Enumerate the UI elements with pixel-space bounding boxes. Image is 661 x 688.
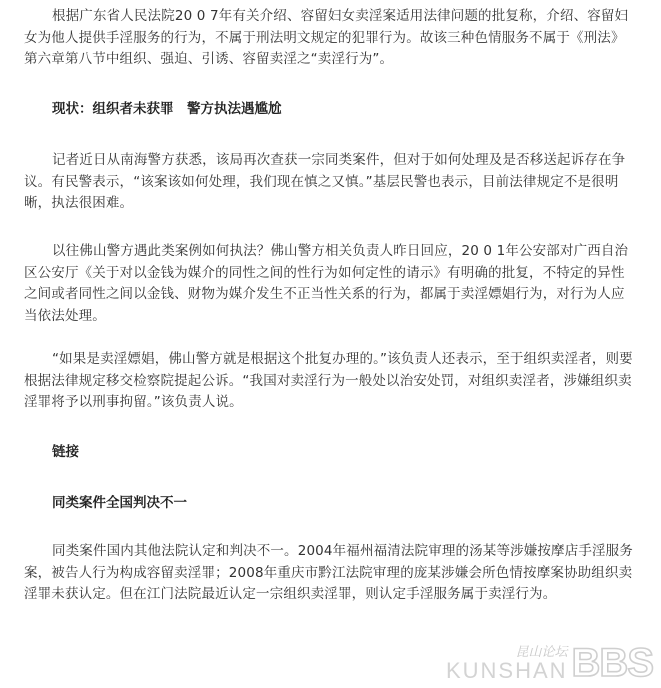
paragraph-foshan-response: 以往佛山警方遇此类案例如何执法？佛山警方相关负责人昨日回应，20 0 1年公安部对广西自治区公安厅《关于对以金钱为媒介的同性之间的性行为如何定性的请示》有明确的批复，不特定的异性之间或者同性之间以金钱、财物为媒介发生不正当性关系的行为，都属于卖淫嫖娼行为，对行为人应当依法处理。 bbox=[24, 243, 629, 324]
watermark-bbs-logo: BBS bbox=[571, 641, 653, 685]
spacer bbox=[24, 464, 636, 493]
spacer bbox=[24, 413, 636, 442]
section-heading-verdicts: 同类案件全国判决不一 bbox=[52, 495, 187, 511]
spacer bbox=[24, 327, 636, 349]
watermark-text-group bbox=[446, 646, 568, 682]
spacer bbox=[24, 70, 636, 99]
article-body bbox=[24, 6, 636, 627]
watermark-english: KUNSHAN bbox=[445, 658, 568, 683]
forum-watermark bbox=[445, 641, 653, 685]
spacer bbox=[24, 214, 636, 241]
spacer bbox=[24, 121, 636, 150]
watermark-chinese: 昆山论坛 bbox=[515, 645, 568, 660]
section-heading-status: 现状：组织者未获罪 警方执法遇尴尬 bbox=[52, 101, 282, 117]
paragraph-legal-reply: 根据广东省人民法院20 0 7年有关介绍、容留妇女卖淫案适用法律问题的批复称，介绍、容留妇女为他人提供手淫服务的行为，不属于刑法明文规定的犯罪行为。故该三种色情服务不属于《刑法》第六章第八节中组织、强迫、引诱、容留卖淫之“卖淫行为”。 bbox=[24, 8, 629, 67]
paragraph-official-quote: “如果是卖淫嫖娼，佛山警方就是根据这个批复办理的。”该负责人还表示，至于组织卖淫者，则要根据法律规定移交检察院提起公诉。“我国对卖淫行为一般处以治安处罚，对组织卖淫者，涉嫌组织卖淫罪将予以刑事拘留。”该负责人说。 bbox=[24, 351, 633, 410]
paragraph-nanhai-police: 记者近日从南海警方获悉，该局再次查获一宗同类案件，但对于如何处理及是否移送起诉存在争议。有民警表示，“该案该如何处理，我们现在慎之又慎。”基层民警也表示，目前法律规定不是很明晰，执法很困难。 bbox=[24, 152, 626, 211]
spacer bbox=[24, 515, 636, 541]
section-heading-link: 链接 bbox=[52, 444, 79, 460]
paragraph-national-verdicts: 同类案件国内其他法院认定和判决不一。2004年福州福清法院审理的汤某等涉嫌按摩店手淫服务案，被告人行为构成容留卖淫罪；2008年重庆市黔江法院审理的庞某涉嫌会所色情按摩案协助组织卖淫罪未获认定。但在江门法院最近认定一宗组织卖淫罪，则认定手淫服务属于卖淫行为。 bbox=[24, 543, 633, 602]
